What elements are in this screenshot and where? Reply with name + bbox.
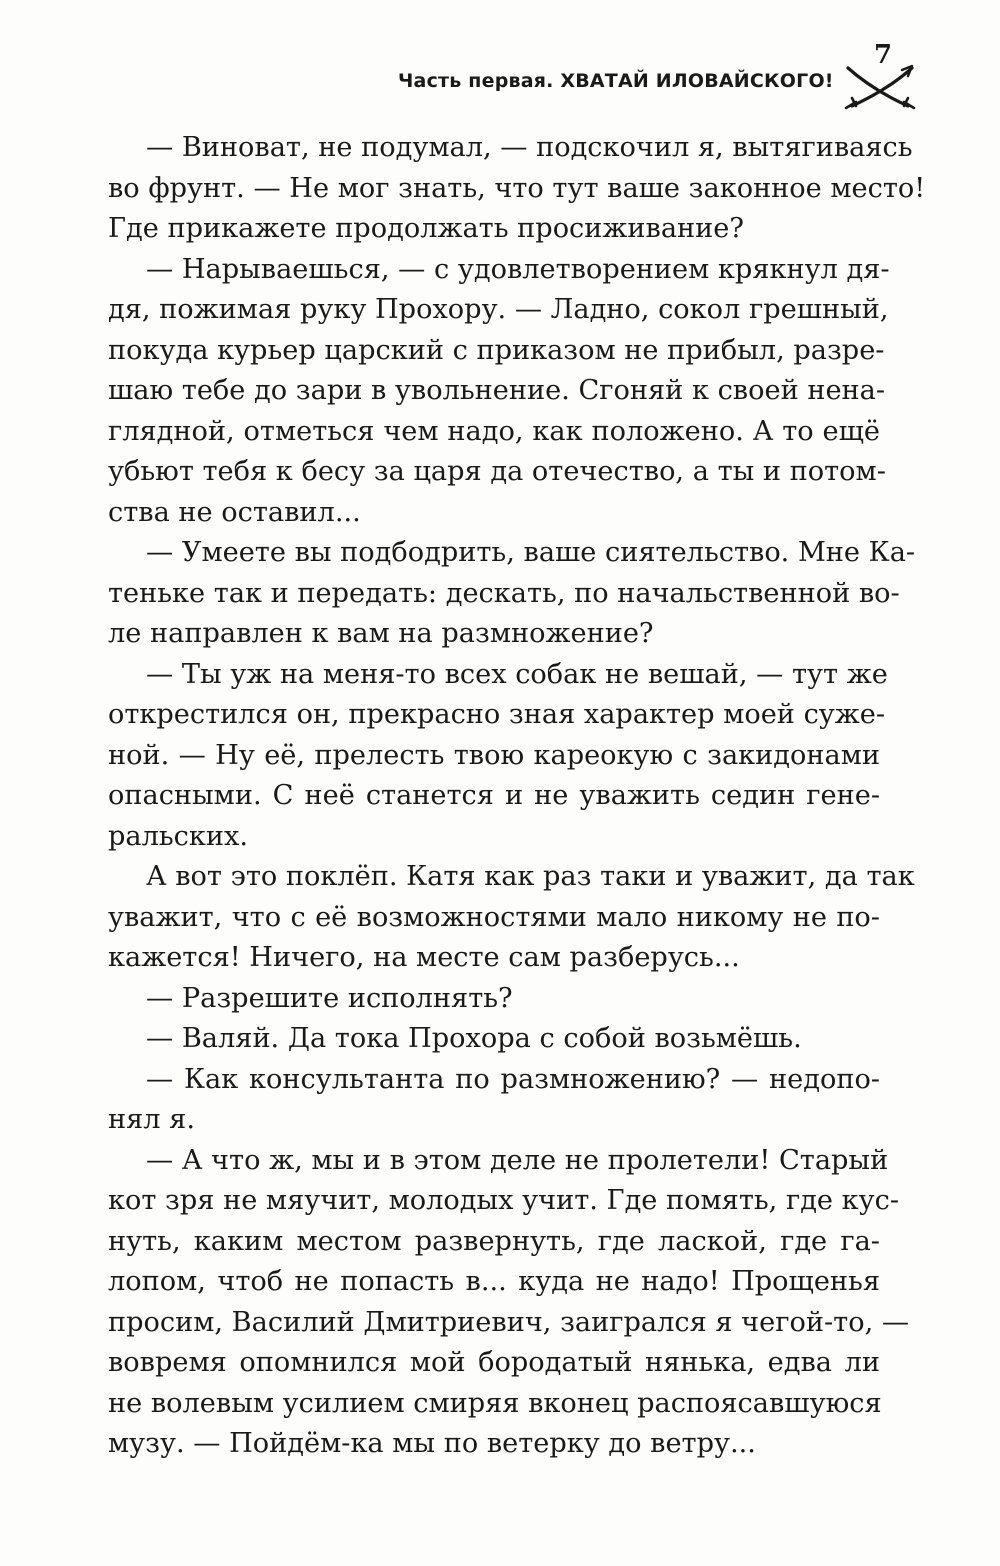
text-line: открестился он, прекрасно зная характер моей суже- xyxy=(108,699,886,730)
text-line: — Ты уж на меня-то всех собак не вешай, — тут же xyxy=(146,658,888,690)
text-line: ства не оставил... xyxy=(108,496,361,528)
text-line: уважит, что с её возможностями мало никому не по- xyxy=(108,901,880,933)
text-line: А вот это поклёп. Катя как раз таки и уважит, да так xyxy=(146,861,915,892)
text-line: — Валяй. Да тока Прохора с собой возьмёшь. xyxy=(146,1023,802,1054)
page-number: 7 xyxy=(874,40,893,70)
text-line: ральских. xyxy=(108,820,248,852)
text-line: во фрунт. — Не мог знать, что тут ваше законное место! xyxy=(108,172,926,204)
text-line: — Разрешите исполнять? xyxy=(146,982,513,1014)
text-line: покуда курьер царский с приказом не прибыл, разре- xyxy=(108,334,885,366)
text-line: ле направлен к вам на размножение? xyxy=(108,618,654,649)
text-line: опасными. С неё станется и не уважить седин гене- xyxy=(108,780,880,811)
text-line: кот зря не мяучит, молодых учит. Где помять, где кус- xyxy=(108,1185,900,1216)
text-line: — Виноват, не подумал, — подскочил я, вытягиваясь xyxy=(146,132,913,163)
text-line: не волевым усилием смиряя вконец распоясавшуюся xyxy=(108,1387,882,1419)
text-line: лопом, чтоб не попасть в... куда не надо! Прощенья xyxy=(108,1266,880,1297)
text-line: теньке так и передать: дескать, по начальственной во- xyxy=(108,577,900,609)
text-line: дя, пожимая руку Прохору. — Ладно, сокол грешный, xyxy=(108,294,889,325)
text-line: — Умеете вы подбодрить, ваше сиятельство. Мне Ка- xyxy=(146,537,916,568)
text-line: глядной, отметься чем надо, как положено. А то ещё xyxy=(108,415,880,447)
text-line: музу. — Пойдём-ка мы по ветерку до ветру... xyxy=(108,1428,756,1459)
body-text xyxy=(108,128,926,1465)
text-line: Где прикажете продолжать просиживание? xyxy=(108,213,744,244)
text-line: нял я. xyxy=(108,1104,195,1135)
text-line: — А что ж, мы и в этом деле не пролетели! Старый xyxy=(146,1144,889,1176)
text-line: вовремя опомнился мой бородатый нянька, едва ли xyxy=(108,1347,880,1378)
text-line: — Нарываешься, — с удовлетворением крякнул дя- xyxy=(146,253,890,285)
text-line: кажется! Ничего, на месте сам разберусь... xyxy=(108,942,740,973)
crossed-sabers-icon xyxy=(842,62,918,112)
text-line: шаю тебе до зари в увольнение. Сгоняй к своей нена- xyxy=(108,375,886,406)
running-header: Часть первая. ХВАТАЙ ИЛОВАЙСКОГО! xyxy=(398,70,834,92)
text-line: — Как консультанта по размножению? — недопо- xyxy=(146,1063,880,1095)
text-line: убьют тебя к бесу за царя да отечество, а ты и потом- xyxy=(108,456,886,487)
text-line: ной. — Ну её, прелесть твою кареокую с закидонами xyxy=(108,739,880,771)
text-line: просим, Василий Дмитриевич, заигрался я чегой-то, — xyxy=(108,1306,910,1338)
text-line: нуть, каким местом развернуть, где лаской, где га- xyxy=(108,1225,880,1257)
